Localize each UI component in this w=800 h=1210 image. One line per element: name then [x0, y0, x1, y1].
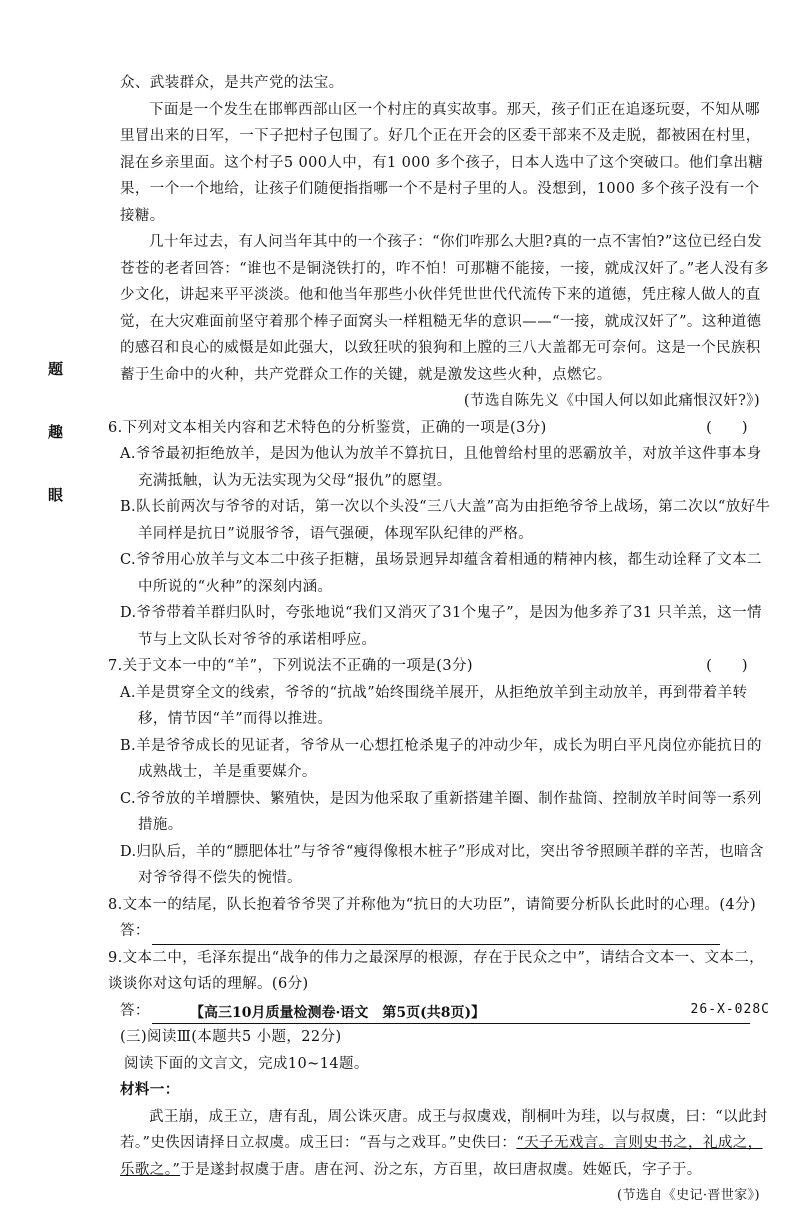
question-6-option-a: A.爷爷最初拒绝放羊，是因为他认为放羊不算抗日，且他曾给村里的恶霸放羊，对放羊这件事本身充满抵触，认为无法实现为父母“报仇”的愿望。 [120, 446, 762, 489]
question-8 [108, 892, 772, 945]
question-8-answer-label: 答： [120, 923, 150, 939]
material-1-text-after: 于是遂封叔虞于唐。唐在河、汾之东，方百里，故曰唐叔虞。姓姬氏，字子于。 [180, 1161, 702, 1178]
question-6-option-c: C.爷爷用心放羊与文本二中孩子拒糖，虽场景迥异却蕴含着相通的精神内核，都生动诠释了文本二中所说的“火种”的深刻内涵。 [120, 552, 762, 595]
material-1-label: 材料一： [120, 1081, 180, 1098]
question-6-stem: 6.下列对文本相关内容和艺术特色的分析鉴赏，正确的一项是(3分) [108, 419, 547, 436]
question-7-option-b: B.羊是爷爷成长的见证者，爷爷从一心想扛枪杀鬼子的冲动少年，成长为明白平凡岗位亦能抗日的成熟战士，羊是重要媒介。 [120, 737, 762, 780]
question-9-answer-label: 答： [120, 1002, 150, 1019]
page-content [108, 70, 772, 1210]
side-char-1: 题 [48, 360, 64, 378]
section-3-title: (三)阅读Ⅲ(本题共5 小题，22分) [120, 1029, 342, 1045]
question-7 [108, 653, 772, 892]
material-1-text-before: 武王崩，成王立，唐有乱，周公诛灭唐。成王与叔虞戏，削桐叶为珪，以与叔虞，曰：“以此封若。”史佚因请择日立叔虞。成王曰：“吾与之戏耳。”史佚曰： [120, 1108, 768, 1151]
page-footer [190, 1002, 770, 1022]
material-1-source: (节选自《史记·晋世家》) [617, 1188, 760, 1203]
section-3 [120, 1024, 772, 1210]
side-label [48, 358, 72, 547]
question-6-option-b: B.队长前两次与爷爷的对话，第一次以个头没“三八大盖”高为由拒绝爷爷上战场，第二次以“放好牛羊同样是抗日”说服爷爷，语气强硬，体现军队纪律的严格。 [120, 499, 771, 542]
question-6 [108, 415, 772, 654]
footer-code: 26-X-028C [690, 1002, 770, 1017]
question-9-stem: 9.文本二中，毛泽东提出“战争的伟力之最深厚的根源，存在于民众之中”，请结合文本一、文本二，谈谈你对这句话的理解。(6分) [108, 949, 765, 992]
side-char-3: 眼 [48, 486, 64, 504]
question-7-option-c: C.爷爷放的羊增膘快、繁殖快，是因为他采取了重新搭建羊圈、制作盐筒、控制放羊时间等一系列措施。 [120, 790, 762, 833]
passage-paragraph-1: 下面是一个发生在邯郸西部山区一个村庄的真实故事。那天，孩子们正在追逐玩耍，不知从哪里冒出来的日军，一下子把村子包围了。好几个正在开会的区委干部来不及走脱，都被困在村里，混在乡亲里面。这个村子5 000人中，有1 000 多个孩子，日本人选中了这个突破口。他们拿出糖果，一个一个地给，让孩子们随便指指哪一个不是村子里的人。没想到，1000 多个孩子没有一个接糖。 [120, 101, 764, 224]
footer-title: 【高三10月质量检测卷·语文 第5页(共8页)】 [190, 1005, 486, 1021]
question-7-option-d: D.归队后，羊的“膘肥体壮”与爷爷“瘦得像根木桩子”形成对比，突出爷爷照顾羊群的辛苦，也暗含对爷爷得不偿失的惋惜。 [120, 843, 764, 886]
question-7-answer-paren[interactable]: ( ) [706, 658, 748, 674]
question-8-answer-line[interactable] [152, 926, 720, 945]
question-7-stem: 7.关于文本一中的“羊”，下列说法不正确的一项是(3分) [108, 658, 473, 674]
question-6-answer-paren[interactable]: ( ) [706, 419, 748, 436]
question-7-option-a: A.羊是贯穿全文的线索，爷爷的“抗战”始终围绕羊展开，从拒绝放羊到主动放羊，再到带着羊转移，情节因“羊”而得以推进。 [120, 684, 748, 727]
side-char-2: 趣 [48, 423, 64, 441]
passage-line0: 众、武装群众，是共产党的法宝。 [120, 75, 344, 91]
material-1-text [120, 1104, 772, 1184]
material-1-underlined-sentence: “天子无戏言。言则史书之，礼成之，乐歌之。” [120, 1135, 763, 1178]
question-8-stem: 8.文本一的结尾，队长抱着爷爷哭了并称他为“抗日的大功臣”，请简要分析队长此时的心理。(4分) [108, 896, 756, 913]
passage-paragraph-2: 几十年过去，有人问当年其中的一个孩子：“你们咋那么大胆?真的一点不害怕?”这位已经白发苍苍的老者回答：“谁也不是铜浇铁打的，咋不怕！可那糖不能接，一接，就成汉奸了。”老人没有多少文化，讲起来平平淡淡。他和他当年那些小伙伴凭世世代代流传下来的道德，凭庄稼人做人的直觉，在大灾难面前坚守着那个棒子面窝头一样粗糙无华的意识——“一接，就成汉奸了”。这种道德的感召和良心的威慑是如此强大，以致狂吠的狼狗和上膛的三八大盖都无可奈何。这是一个民族积蓄于生命中的火种，共产党群众工作的关键，就是激发这些火种，点燃它。 [120, 234, 770, 383]
passage-source: (节选自陈先义《中国人何以如此痛恨汉奸?》) [463, 393, 760, 409]
section-3-instruction: 阅读下面的文言文，完成10~14题。 [124, 1055, 369, 1072]
question-6-option-d: D.爷爷带着羊群归队时，夸张地说“我们又消灭了31个鬼子”，是因为他多养了31 只羊羔，这一情节与上文队长对爷爷的承诺相呼应。 [120, 605, 762, 648]
